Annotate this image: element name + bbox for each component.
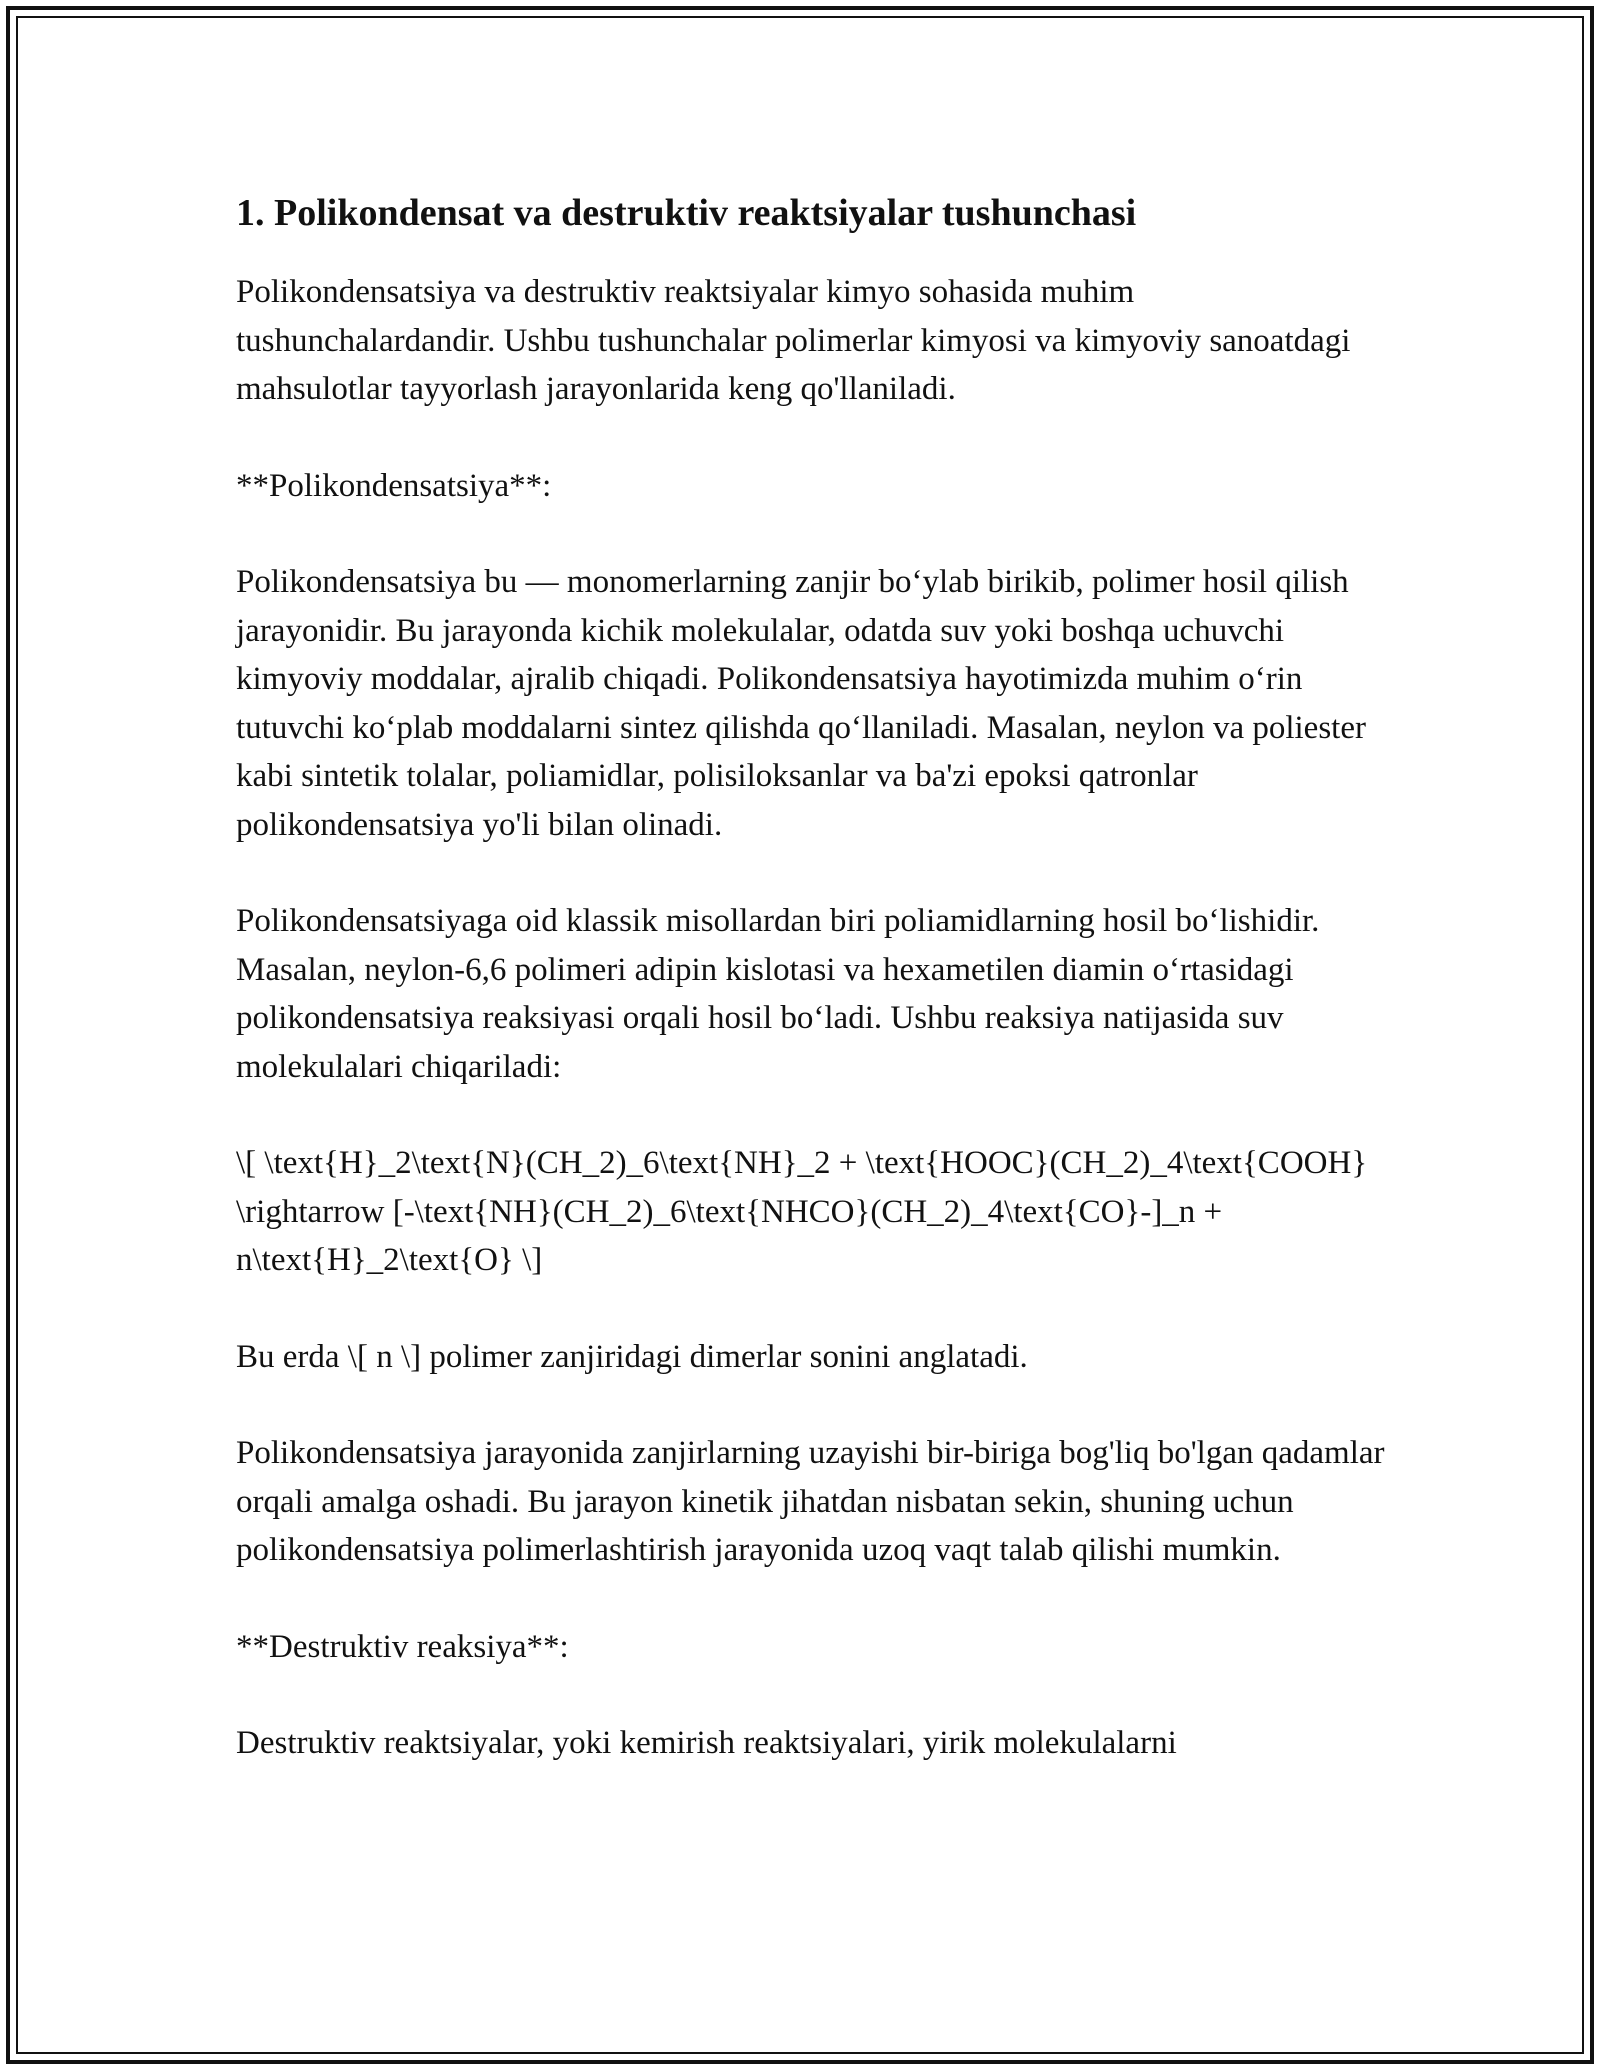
section-heading: 1. Polikondensat va destruktiv reaktsiyalar tushunchasi [236, 192, 1137, 234]
intro-paragraph: Polikondensatsiya va destruktiv reaktsiyalar kimyo sohasida muhim tushunchalardandir. Ushbu tushunchalar polimerlar kimyosi va kimyoviy sanoatdagi mahsulotlar tayyorlash jarayonlarida keng qo'llaniladi. [236, 274, 1351, 407]
nylon-example-paragraph: Polikondensatsiyaga oid klassik misollardan biri poliamidlarning hosil bo‘lishidir. Masalan, neylon-6,6 polimeri adipin kislotasi va hexametilen diamin o‘rtasidagi polikondensatsiya reaksiyasi orqali hosil bo‘ladi. Ushbu reaksiya natijasida suv molekulalari chiqariladi: [236, 903, 1320, 1085]
destruktiv-subheading: **Destruktiv reaksiya**: [236, 1628, 569, 1665]
document-body [236, 186, 1386, 1768]
equation-note-paragraph: Bu erda \[ n \] polimer zanjiridagi dimerlar sonini anglatadi. [236, 1338, 1028, 1375]
polikondensatsiya-subheading: **Polikondensatsiya**: [236, 467, 552, 504]
polikondensatsiya-definition-paragraph: Polikondensatsiya bu — monomerlarning zanjir bo‘ylab birikib, polimer hosil qilish jarayonidir. Bu jarayonda kichik molekulalar, odatda suv yoki boshqa uchuvchi kimyoviy moddalar, ajralib chiqadi. Polikondensatsiya hayotimizda muhim o‘rin tutuvchi ko‘plab moddalarni sintez qilishda qo‘llaniladi. Masalan, neylon va poliester kabi sintetik tolalar, poliamidlar, polisiloksanlar va ba'zi epoksi qatronlar polikondensatsiya yo'li bilan olinadi. [236, 564, 1366, 843]
destruktiv-paragraph: Destruktiv reaktsiyalar, yoki kemirish reaktsiyalari, yirik molekulalarni [236, 1725, 1177, 1761]
kinetics-paragraph: Polikondensatsiya jarayonida zanjirlarning uzayishi bir-biriga bog'liq bo'lgan qadamlar orqali amalga oshadi. Bu jarayon kinetik jihatdan nisbatan sekin, shuning uchun polikondensatsiya polimerlashtirish jarayonida uzoq vaqt talab qilishi mumkin. [236, 1435, 1385, 1568]
reaction-equation: \[ \text{H}_2\text{N}(CH_2)_6\text{NH}_2 + \text{HOOC}(CH_2)_4\text{COOH} \rightarrow [-\text{NH}(CH_2)_6\text{NHCO}(CH_2)_4\text{CO}-]_n + n\text{H}_2\text{O} \] [236, 1145, 1368, 1278]
